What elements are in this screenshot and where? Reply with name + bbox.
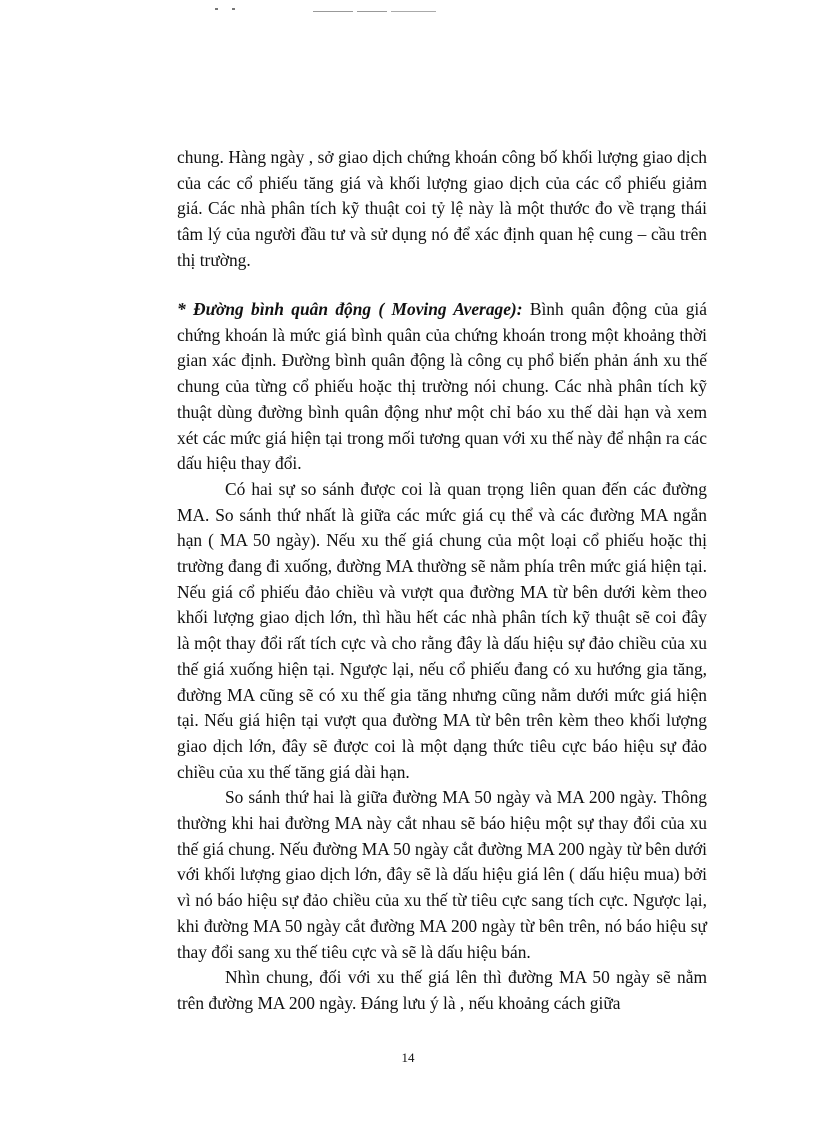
section-heading: * Đường bình quân động ( Moving Average): [177,299,523,319]
summary-paragraph: Nhìn chung, đối với xu thế giá lên thì đường MA 50 ngày sẽ nằm trên đường MA 200 ngày. Đáng lưu ý là , nếu khoảng cách giữa [177,967,707,1013]
first-comparison-paragraph: Có hai sự so sánh được coi là quan trọng liên quan đến các đường MA. So sánh thứ nhất là giữa các mức giá cụ thể và các đường MA ngắn hạn ( MA 50 ngày). Nếu xu thế giá chung của một loại cổ phiếu hoặc thị trường đang đi xuống, đường MA thường sẽ nằm phía trên mức giá hiện tại. Nếu giá cổ phiếu đảo chiều và vượt qua đường MA từ bên dưới kèm theo khối lượng giao dịch lớn, thì hầu hết các nhà phân tích kỹ thuật sẽ coi đây là một thay đổi rất tích cực và cho rằng đây là dấu hiệu sự đảo chiều của xu thế giá xuống hiện tại. Ngược lại, nếu cổ phiếu đang có xu hướng gia tăng, đường MA cũng sẽ có xu thế gia tăng nhưng cũng nằm dưới mức giá hiện tại. Nếu giá hiện tại vượt qua đường MA từ bên trên kèm theo khối lượng giao dịch lớn, đây sẽ được coi là một dạng thức tiêu cực báo hiệu sự đảo chiều của xu thế tăng giá dài hạn. [177,478,707,782]
paragraph-continuation: chung. Hàng ngày , sở giao dịch chứng khoán công bố khối lượng giao dịch của các cổ phiếu tăng giá và khối lượng giao dịch của các cổ phiếu giảm giá. Các nhà phân tích kỹ thuật coi tỷ lệ này là một thước đo về trạng thái tâm lý của người đầu tư và sử dụng nó để xác định quan hệ cung – cầu trên thị trường. [177,147,707,270]
intro-paragraph-block [177,145,707,274]
section-heading-body: Bình quân động của giá chứng khoán là mức giá bình quân của chứng khoán trong một khoảng thời gian xác định. Đường bình quân động là công cụ phổ biến phản ánh xu thế chung của từng cổ phiếu hoặc thị trường nói chung. Các nhà phân tích kỹ thuật dùng đường bình quân động như một chỉ báo xu thế dài hạn và xem xét các mức giá hiện tại trong mối tương quan với xu thế này để nhận ra các dấu hiệu thay đổi. [177,299,707,474]
second-comparison-paragraph: So sánh thứ hai là giữa đường MA 50 ngày và MA 200 ngày. Thông thường khi hai đường MA này cắt nhau sẽ báo hiệu một sự thay đổi của xu thế giá chung. Nếu đường MA 50 ngày cắt đường MA 200 ngày từ bên dưới với khối lượng giao dịch lớn, đây sẽ là dấu hiệu giá lên ( dấu hiệu mua) bởi vì nó báo hiệu sự đảo chiều của xu thế từ tiêu cực sang tích cực. Ngược lại, khi đường MA 50 ngày cắt đường MA 200 ngày từ bên trên, nó báo hiệu sự thay đổi sang xu thế tiêu cực và sẽ là dấu hiệu bán. [177,787,707,962]
page-number: 14 [401,1050,415,1065]
moving-average-section [177,297,707,1017]
moving-average-paragraph [177,297,707,477]
scan-artifact-marks [215,6,440,14]
